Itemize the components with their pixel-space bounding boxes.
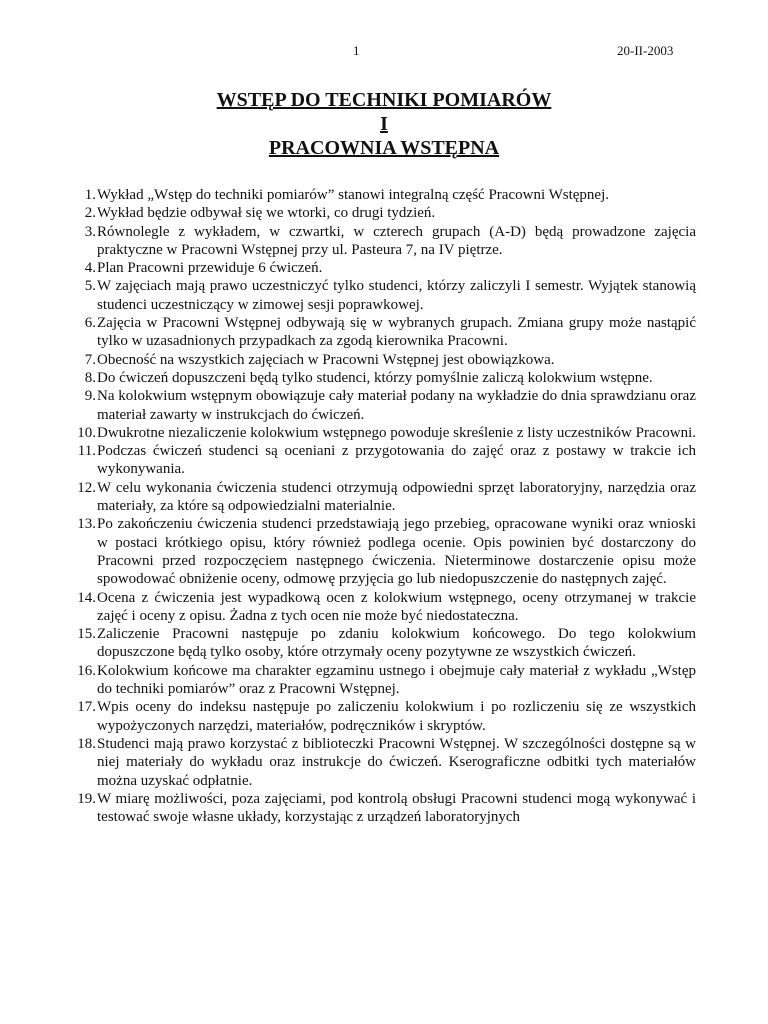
list-item bbox=[70, 625, 696, 662]
rule-number: 1. bbox=[84, 187, 96, 203]
rule-number: 10. bbox=[77, 424, 96, 441]
document-date: 20-II-2003 bbox=[617, 43, 674, 58]
title-line-1: WSTĘP DO TECHNIKI POMIARÓW bbox=[216, 89, 552, 111]
rule-text: Studenci mają prawo korzystać z biblioteczki Pracowni Wstępnej. W szczególności dostępne są w niej materiały do wykładu oraz instrukcje do ćwiczeń. Kserograficzne odbitki tych materiałów można uzyskać odpłatnie. bbox=[97, 735, 696, 789]
rule-number: 17. bbox=[77, 699, 96, 716]
rule-number: 2. bbox=[84, 205, 96, 222]
rule-number: 7. bbox=[84, 351, 96, 368]
rule-text: W celu wykonania ćwiczenia studenci otrzymują odpowiedni sprzęt laboratoryjny, narzędzia oraz materiały, za które są odpowiedzialni materialnie. bbox=[97, 479, 696, 515]
rule-text: Po zakończeniu ćwiczenia studenci przedstawiają jego przebieg, opracowane wyniki oraz wnioski w postaci krótkiego opisu, który również podlega ocenie. Opis powinien być dostarczony do Pracowni przed rozpoczęciem następnego ćwiczenia. Nieterminowe dostarczenie opisu może spowodować obniżenie oceny, odmowę przyjęcia go lub niedopuszczenie do następnych zajęć. bbox=[97, 516, 696, 588]
rule-text: Równolegle z wykładem, w czwartki, w czterech grupach (A-D) będą prowadzone zajęcia praktyczne w Pracowni Wstępnej przy ul. Pasteura 7, na IV piętrze. bbox=[97, 223, 696, 258]
title-line-2: I bbox=[380, 113, 388, 135]
rule-text: Zajęcia w Pracowni Wstępnej odbywają się w wybranych grupach. Zmiana grupy może nastąpić tylko w uzasadnionych przypadkach za zgodą kierownika Pracowni. bbox=[97, 315, 696, 350]
list-item bbox=[70, 351, 696, 369]
list-item bbox=[70, 314, 696, 351]
rule-text: Kolokwium końcowe ma charakter egzaminu ustnego i obejmuje cały materiał z wykładu „Wstęp do techniki pomiarów” oraz z Pracowni Wstępnej. bbox=[97, 662, 696, 698]
list-item bbox=[70, 277, 696, 314]
document-title bbox=[0, 88, 768, 160]
rule-number: 6. bbox=[84, 315, 96, 332]
list-item bbox=[70, 259, 696, 277]
list-item bbox=[70, 223, 696, 260]
list-item bbox=[70, 515, 696, 588]
rule-text: Obecność na wszystkich zajęciach w Pracowni Wstępnej jest obowiązkowa. bbox=[97, 351, 555, 368]
list-item bbox=[70, 204, 696, 222]
rule-text: W miarę możliwości, poza zajęciami, pod kontrolą obsługi Pracowni studenci mogą wykonywać i testować swoje własne układy, korzystając z urządzeń laboratoryjnych bbox=[97, 790, 696, 826]
list-item bbox=[70, 387, 696, 424]
list-item bbox=[70, 662, 696, 699]
list-item bbox=[70, 186, 696, 204]
list-item bbox=[70, 735, 696, 790]
rule-number: 9. bbox=[84, 388, 96, 405]
rule-number: 3. bbox=[84, 223, 96, 240]
rule-number: 11. bbox=[77, 443, 96, 460]
list-item bbox=[70, 479, 696, 516]
rules-list bbox=[70, 186, 696, 826]
rule-text: Zaliczenie Pracowni następuje po zdaniu kolokwium końcowego. Do tego kolokwium dopuszczone będą tylko osoby, które otrzymały oceny pozytywne ze wszystkich ćwiczeń. bbox=[97, 626, 696, 661]
rule-number: 5. bbox=[84, 278, 96, 295]
rule-text: Podczas ćwiczeń studenci są oceniani z przygotowania do zajęć oraz z postawy w trakcie ich wykonywania. bbox=[97, 443, 696, 478]
title-line-3: PRACOWNIA WSTĘPNA bbox=[268, 137, 500, 159]
rule-number: 15. bbox=[77, 626, 96, 643]
rule-number: 4. bbox=[84, 260, 96, 277]
list-item bbox=[70, 698, 696, 735]
rule-text: Ocena z ćwiczenia jest wypadkową ocen z kolokwium wstępnego, oceny otrzymanej w trakcie zajęć i oceny z opisu. Żadna z tych ocen nie może być niedostateczna. bbox=[97, 589, 696, 624]
rule-text: Na kolokwium wstępnym obowiązuje cały materiał podany na wykładzie do dnia sprawdzianu oraz materiał zawarty w instrukcjach do ćwiczeń. bbox=[97, 388, 696, 423]
rule-text: Do ćwiczeń dopuszczeni będą tylko studenci, którzy pomyślnie zaliczą kolokwium wstępne. bbox=[97, 369, 653, 386]
rule-number: 12. bbox=[77, 479, 96, 496]
list-item bbox=[70, 369, 696, 387]
rule-text: Dwukrotne niezaliczenie kolokwium wstępnego powoduje skreślenie z listy uczestników Pracowni. bbox=[97, 424, 697, 441]
list-item bbox=[70, 790, 696, 827]
rule-number: 18. bbox=[77, 735, 96, 752]
page-number: 1 bbox=[353, 43, 360, 58]
rule-text: W zajęciach mają prawo uczestniczyć tylko studenci, którzy zaliczyli I semestr. Wyjątek stanowią studenci uczestniczący w zimowej sesji poprawkowej. bbox=[97, 278, 696, 313]
rule-number: 8. bbox=[84, 369, 96, 386]
rule-text: Wpis oceny do indeksu następuje po zaliczeniu kolokwium i po rozliczeniu się ze wszystkich wypożyczonych narzędzi, materiałów, podręczników i skryptów. bbox=[97, 699, 696, 734]
rule-number: 13. bbox=[77, 516, 96, 533]
rule-text: Plan Pracowni przewiduje 6 ćwiczeń. bbox=[97, 260, 323, 277]
list-item bbox=[70, 424, 696, 442]
rule-number: 16. bbox=[77, 662, 96, 679]
list-item bbox=[70, 589, 696, 626]
rule-text: Wykład będzie odbywał się we wtorki, co drugi tydzień. bbox=[97, 205, 436, 222]
rule-number: 19. bbox=[77, 790, 96, 807]
rule-text: Wykład „Wstęp do techniki pomiarów” stanowi integralną część Pracowni Wstępnej. bbox=[97, 187, 609, 203]
rule-number: 14. bbox=[77, 589, 96, 606]
list-item bbox=[70, 442, 696, 479]
